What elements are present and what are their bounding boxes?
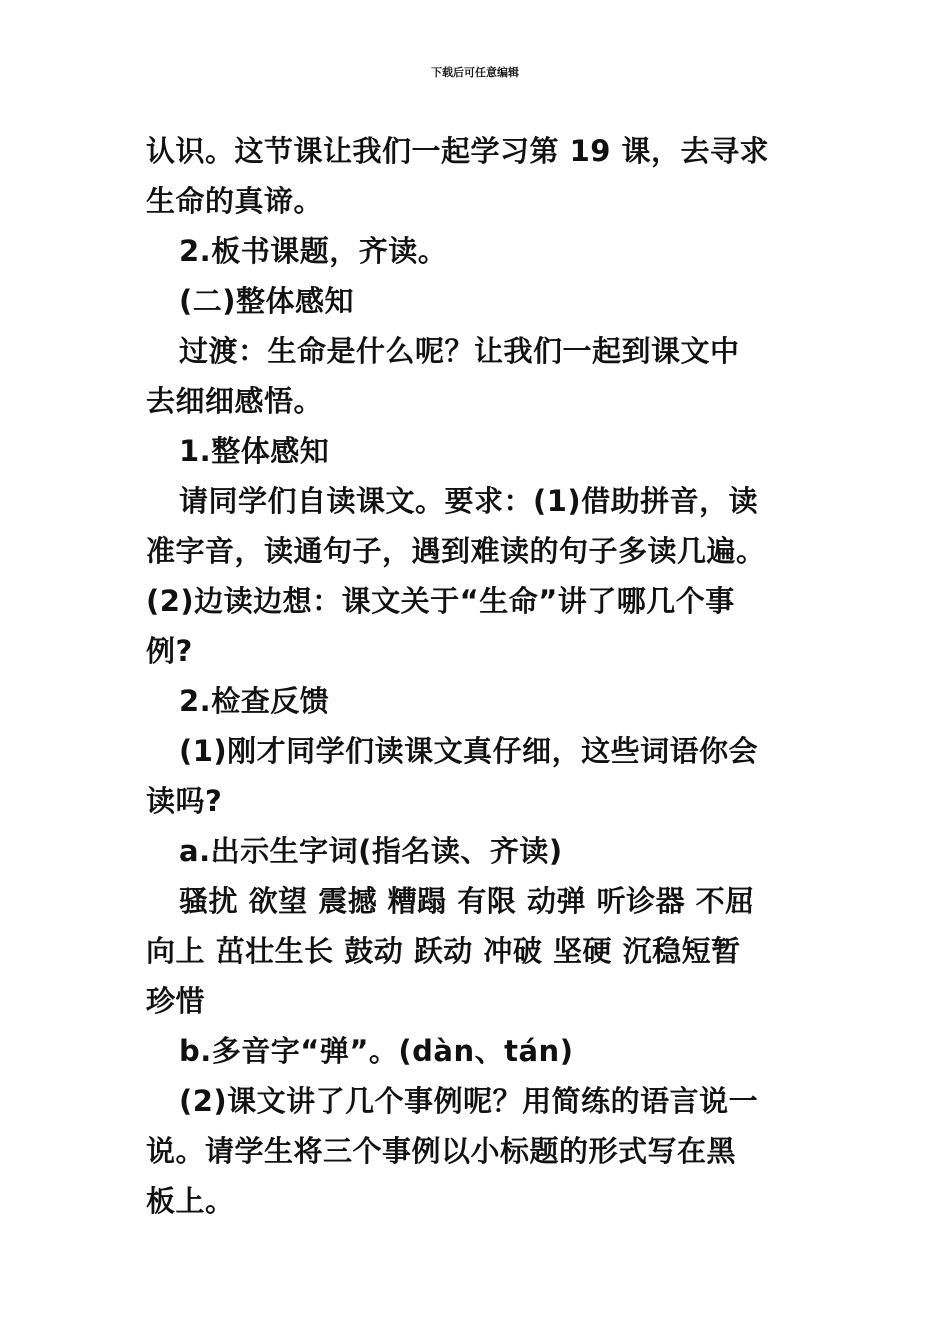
- document-body: [146, 126, 806, 1226]
- vocabulary-line: 骚扰 欲望 震撼 糟蹋 有限 动弹 听诊器 不屈: [179, 884, 755, 918]
- section-heading: 2.检查反馈: [179, 684, 330, 718]
- text-line: 板上。: [146, 1184, 235, 1218]
- text-line: a.出示生字词(指名读、齐读): [179, 834, 563, 868]
- vocabulary-line: 珍惜: [146, 984, 206, 1018]
- text-line: (1)刚才同学们读课文真仔细，这些词语你会: [179, 734, 759, 768]
- text-line: 请同学们自读课文。要求：(1)借助拼音，读: [179, 484, 759, 518]
- text-line: b.多音字“弹”。(dàn、tán): [179, 1034, 574, 1068]
- text-line: 说。请学生将三个事例以小标题的形式写在黑: [146, 1134, 737, 1168]
- section-heading: 1.整体感知: [179, 434, 330, 468]
- text-line: 过渡：生命是什么呢？让我们一起到课文中: [179, 334, 740, 368]
- text-line: 读吗?: [146, 784, 223, 818]
- text-line: 准字音，读通句子，遇到难读的句子多读几遍。: [146, 534, 766, 568]
- text-line: 认识。这节课让我们一起学习第 19 课，去寻求: [146, 134, 770, 168]
- text-line: 生命的真谛。: [146, 184, 324, 218]
- page-header-note: 下载后可任意编辑: [431, 66, 519, 79]
- text-line: (2)边读边想：课文关于“生命”讲了哪几个事: [146, 584, 735, 618]
- text-line: 例?: [146, 634, 193, 668]
- text-line: (2)课文讲了几个事例呢？用简练的语言说一: [179, 1084, 759, 1118]
- text-line: 2.板书课题，齐读。: [179, 234, 448, 268]
- section-heading: (二)整体感知: [179, 284, 355, 318]
- vocabulary-line: 向上 茁壮生长 鼓动 跃动 冲破 坚硬 沉稳短暂: [146, 934, 741, 968]
- text-line: 去细细感悟。: [146, 384, 324, 418]
